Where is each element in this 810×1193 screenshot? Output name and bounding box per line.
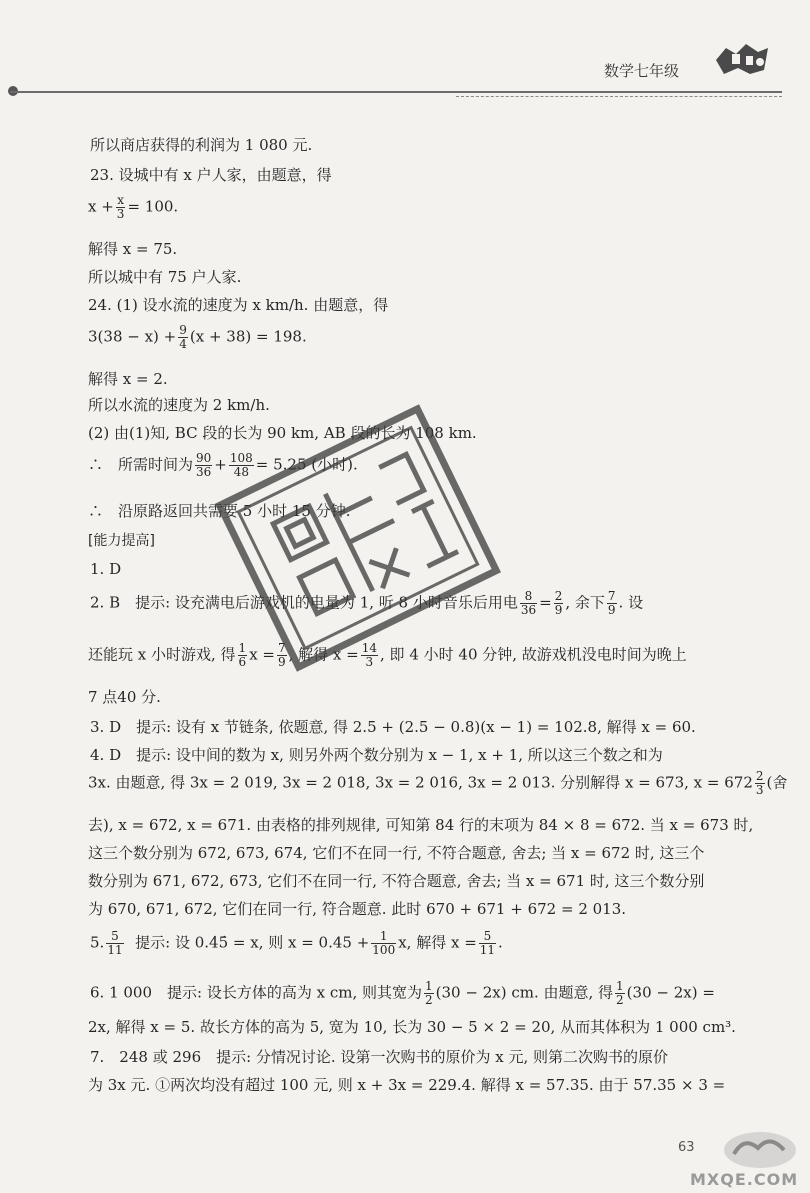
text-line: 7 点40 分. <box>88 688 161 706</box>
text-line: 4. D 提示: 设中间的数为 x, 则另外两个数分别为 x − 1, x + 1, 所以这三个数之和为 <box>90 746 663 764</box>
fraction: $\frac{8}{36}$ <box>520 589 537 617</box>
equation-line: ∴ 所需时间为 $\frac{90}{36}$ + $\frac{108}{48}$ = 5.25 (小时). <box>88 451 358 479</box>
watermark-logo-icon <box>720 1128 800 1172</box>
fraction: $\frac{5}{11}$ <box>107 929 123 957</box>
fraction: $\frac{9}{4}$ <box>179 323 187 351</box>
text-line: 23. 设城中有 x 户人家，由题意，得 <box>90 166 332 184</box>
text-line: (2) 由(1)知, BC 段的长为 90 km, AB 段的长为 108 km. <box>88 424 477 442</box>
text-line: 所以商店获得的利润为 1 080 元. <box>90 136 313 154</box>
text-line: ∴ 沿原路返回共需要 5 小时 15 分钟. <box>88 502 351 520</box>
text-line: 去), x = 672, x = 671. 由表格的排列规律, 可知第 84 行的末项为 84 × 8 = 672. 当 x = 673 时, <box>88 816 754 834</box>
text-line: 24. (1) 设水流的速度为 x km/h. 由题意，得 <box>88 296 389 314</box>
page-header <box>0 0 810 110</box>
text-line: 这三个数分别为 672, 673, 674, 它们不在同一行, 不符合题意, 舍去; 当 x = 672 时, 这三个 <box>88 844 705 862</box>
fraction: $\frac{5}{11}$ <box>479 929 496 957</box>
puzzle-logo-icon <box>712 40 772 78</box>
equation-line: x + $\frac{x}{3}$ = 100. <box>88 193 179 221</box>
text-line: 数分别为 671, 672, 673, 它们不在同一行, 不符合题意, 舍去; 当 x = 671 时, 这三个数分别 <box>88 872 705 890</box>
equation-line: 3(38 − x) + $\frac{9}{4}$ (x + 38) = 198. <box>88 323 307 351</box>
answer-line: 5. $\frac{5}{11}$ 提示: 设 0.4̇5̇ = x, 则 x = 0.45 + $\frac{1}{100}$ x, 解得 x = $\frac{5}{11}$ . <box>90 929 503 957</box>
text-line: 所以城中有 75 户人家. <box>88 268 242 286</box>
fraction: $\frac{1}{2}$ <box>425 979 433 1007</box>
fraction: $\frac{7}{9}$ <box>277 641 286 669</box>
fraction: $\frac{x}{3}$ <box>116 193 125 221</box>
answer-line: 2. B 提示: 设充满电后游戏机的电量为 1, 听 8 小时音乐后用电 $\frac{8}{36}$ = $\frac{2}{9}$ , 余下 $\frac{7}{9}$ . 设 <box>90 589 644 617</box>
book-title: 数学七年级 <box>604 62 680 80</box>
fraction: $\frac{90}{36}$ <box>196 451 212 479</box>
text-line: 7. 248 或 296 提示: 分情况讨论. 设第一次购书的原价为 x 元, 则第二次购书的原价 <box>90 1048 669 1066</box>
fraction: $\frac{7}{9}$ <box>607 589 616 617</box>
answer-line: 还能玩 x 小时游戏, 得 $\frac{1}{6}$ x = $\frac{7}{9}$ , 解得 x = $\frac{14}{3}$ , 即 4 小时 40 分钟, 故游戏机没电时间为晚上 <box>88 641 687 669</box>
section-heading: [能力提高] <box>88 533 155 549</box>
fraction: $\frac{1}{6}$ <box>238 641 247 669</box>
text-line: 解得 x = 75. <box>88 240 178 258</box>
fraction: $\frac{14}{3}$ <box>361 641 378 669</box>
answer-line: 6. 1 000 提示: 设长方体的高为 x cm, 则其宽为 $\frac{1}{2}$ (30 − 2x) cm. 由题意, 得 $\frac{1}{2}$ (30 − 2x) = <box>90 979 715 1007</box>
fraction: $\frac{2}{3}$ <box>755 769 764 797</box>
text-line: 为 3x 元. ①两次均没有超过 100 元, 则 x + 3x = 229.4. 解得 x = 57.35. 由于 57.35 × 3 = <box>88 1076 726 1094</box>
header-rule <box>10 91 782 93</box>
text-line: 所以水流的速度为 2 km/h. <box>88 396 270 414</box>
page-number: 63 <box>678 1140 695 1155</box>
text-line: 解得 x = 2. <box>88 370 168 388</box>
fraction: $\frac{1}{100}$ <box>372 929 396 957</box>
fraction: $\frac{2}{9}$ <box>554 589 563 617</box>
text-line: 3. D 提示: 设有 x 节链条, 依题意, 得 2.5 + (2.5 − 0.8)(x − 1) = 102.8, 解得 x = 60. <box>90 718 696 736</box>
fraction: $\frac{108}{48}$ <box>229 451 253 479</box>
text-line: 1. D <box>90 560 122 578</box>
fraction: $\frac{1}{2}$ <box>616 979 624 1007</box>
watermark-url: MXQE.COM <box>690 1170 799 1189</box>
header-dashed-rule <box>456 96 782 97</box>
text-line: 2x, 解得 x = 5. 故长方体的高为 5, 宽为 10, 长为 30 − 5 × 2 = 20, 从而其体积为 1 000 cm³. <box>88 1018 736 1036</box>
text-line: 为 670, 671, 672, 它们在同一行, 符合题意. 此时 670 + 671 + 672 = 2 013. <box>88 900 627 918</box>
answer-line: 3x. 由题意, 得 3x = 2 019, 3x = 2 018, 3x = 2 016, 3x = 2 013. 分别解得 x = 673, x = 672 $\frac{2}{3}$ (舍 <box>88 769 788 797</box>
